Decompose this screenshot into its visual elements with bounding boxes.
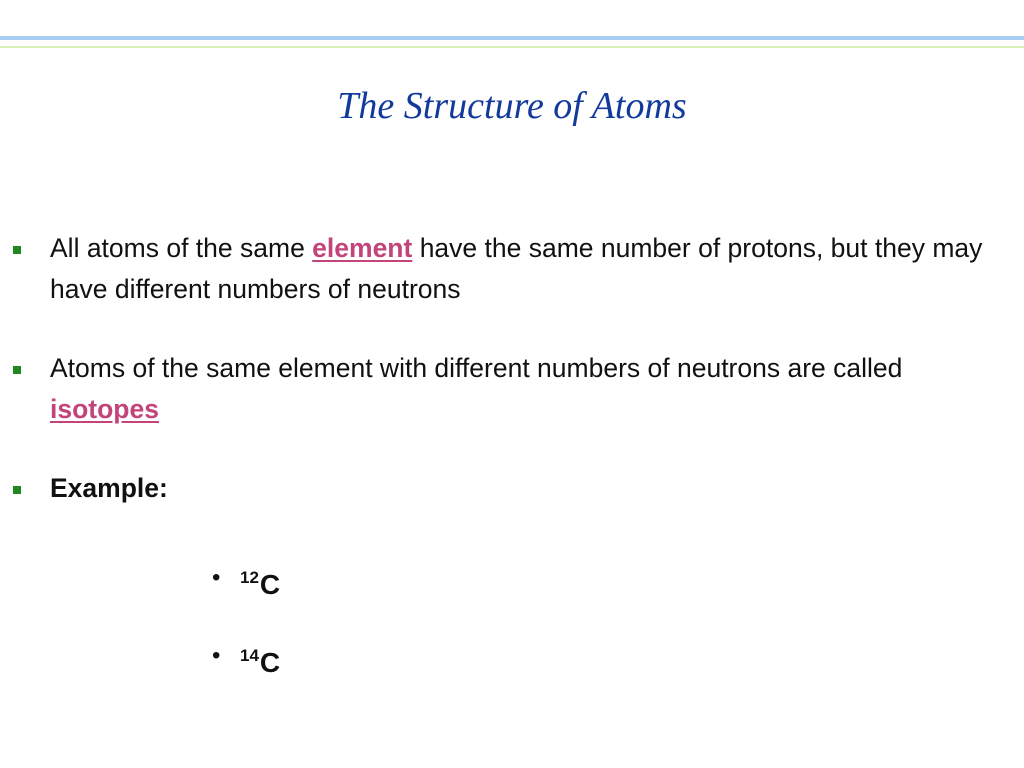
example-label: Example: <box>50 473 168 503</box>
bullet-item-isotopes <box>0 348 1000 430</box>
isotope-example-item <box>212 556 280 600</box>
square-bullet-icon <box>13 246 21 254</box>
bullet-item-element <box>0 228 1000 310</box>
bullet-list <box>0 228 1024 509</box>
slide-title: The Structure of Atoms <box>337 85 687 127</box>
dot-bullet-icon: • <box>212 564 221 591</box>
square-bullet-icon <box>13 486 21 494</box>
top-rule-green <box>0 46 1024 48</box>
mass-number: 14 <box>240 646 259 665</box>
keyword-isotopes: isotopes <box>50 394 159 424</box>
top-rule-blue <box>0 36 1024 40</box>
bullet-text-after: have the same number of protons, but they may have different numbers of neutrons <box>50 233 983 304</box>
isotope-example-item <box>212 634 280 678</box>
bullet-item-example <box>0 468 1000 509</box>
keyword-element: element <box>312 233 413 263</box>
dot-bullet-icon: • <box>212 642 221 669</box>
element-symbol: C <box>259 569 281 600</box>
square-bullet-icon <box>13 366 21 374</box>
isotope-example-list <box>212 556 280 678</box>
bullet-text-before: Atoms of the same element with different numbers of neutrons are called <box>50 353 903 383</box>
element-symbol: C <box>259 647 281 678</box>
bullet-text-before: All atoms of the same <box>50 233 313 263</box>
mass-number: 12 <box>240 568 259 587</box>
